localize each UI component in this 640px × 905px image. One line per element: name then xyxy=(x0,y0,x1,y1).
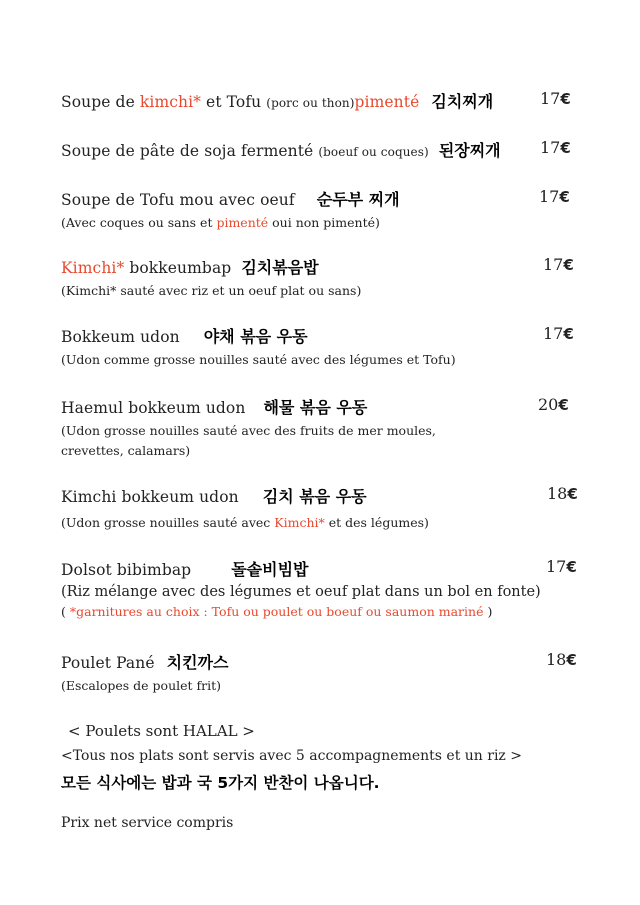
service-note: Prix net service compris xyxy=(61,815,234,831)
menu-item-poulet-pane xyxy=(61,650,577,696)
item-korean-name: 순두부 찌개 xyxy=(316,190,400,209)
item-korean-name: 해물 볶음 우동 xyxy=(263,398,368,417)
menu-item-doenjang-jjigae xyxy=(61,138,572,161)
menu-item-kimchi-bokkeum-udon xyxy=(61,484,578,533)
item-description: (Escalopes de poulet frit) xyxy=(61,678,222,693)
menu-item-sundubu-jjigae xyxy=(61,187,572,233)
item-name: Bokkeum udon xyxy=(61,328,180,346)
item-price: 17€ xyxy=(546,557,577,576)
item-price: 18€ xyxy=(547,484,578,503)
menu-item-kimchi-jjigae xyxy=(61,89,572,112)
item-price: 20€ xyxy=(538,395,569,414)
item-name: Soupe de pâte de soja fermenté (boeuf ou coques) xyxy=(61,142,429,160)
item-description: (Avec coques ou sans et pimenté oui non pimenté) xyxy=(61,215,380,230)
item-price: 17€ xyxy=(540,89,571,108)
item-korean-name: 김치볶음밥 xyxy=(241,258,319,277)
item-korean-name: 된장찌개 xyxy=(438,141,501,160)
item-description: (Riz mélange avec des légumes et oeuf plat dans un bol en fonte) ( *garnitures au choix : Tofu ou poulet ou boeuf ou saumon mariné ) xyxy=(61,584,541,619)
item-korean-name: 돌솥비빔밥 xyxy=(231,560,309,579)
item-name: Kimchi bokkeum udon xyxy=(61,488,239,506)
item-description: (Udon grosse nouilles sauté avec des fruits de mer moules, crevettes, calamars) xyxy=(61,423,436,458)
korean-accompaniments-note: 모든 식사에는 밥과 국 5가지 반찬이 나옵니다. xyxy=(61,774,380,792)
halal-note: < Poulets sont HALAL > xyxy=(68,722,255,740)
menu-item-haemul-bokkeum-udon xyxy=(61,395,572,461)
item-description: (Kimchi* sauté avec riz et un oeuf plat ou sans) xyxy=(61,283,362,298)
item-korean-name: 김치 볶음 우동 xyxy=(262,487,367,506)
item-name: Haemul bokkeum udon xyxy=(61,399,246,417)
item-name: Poulet Pané xyxy=(61,654,155,672)
item-price: 17€ xyxy=(543,255,574,274)
item-name: Soupe de kimchi* et Tofu (porc ou thon)pimenté xyxy=(61,93,420,111)
item-description: (Udon grosse nouilles sauté avec Kimchi* et des légumes) xyxy=(61,515,429,530)
item-description: (Udon comme grosse nouilles sauté avec des légumes et Tofu) xyxy=(61,352,456,367)
menu-item-kimchi-bokkeumbap xyxy=(61,255,572,301)
item-name: Dolsot bibimbap xyxy=(61,561,192,579)
item-name: Soupe de Tofu mou avec oeuf xyxy=(61,191,295,209)
item-korean-name: 야채 볶음 우동 xyxy=(203,327,308,346)
item-price: 17€ xyxy=(540,138,571,157)
item-korean-name: 치킨까스 xyxy=(166,653,229,672)
item-price: 18€ xyxy=(546,650,577,669)
accompaniments-note: <Tous nos plats sont servis avec 5 accompagnements et un riz > xyxy=(61,748,522,764)
menu-item-bokkeum-udon xyxy=(61,324,572,370)
item-name: Kimchi* bokkeumbap xyxy=(61,259,232,277)
menu-item-dolsot-bibimbap xyxy=(61,557,577,622)
item-korean-name: 김치찌개 xyxy=(431,92,494,111)
item-price: 17€ xyxy=(539,187,570,206)
item-price: 17€ xyxy=(543,324,574,343)
